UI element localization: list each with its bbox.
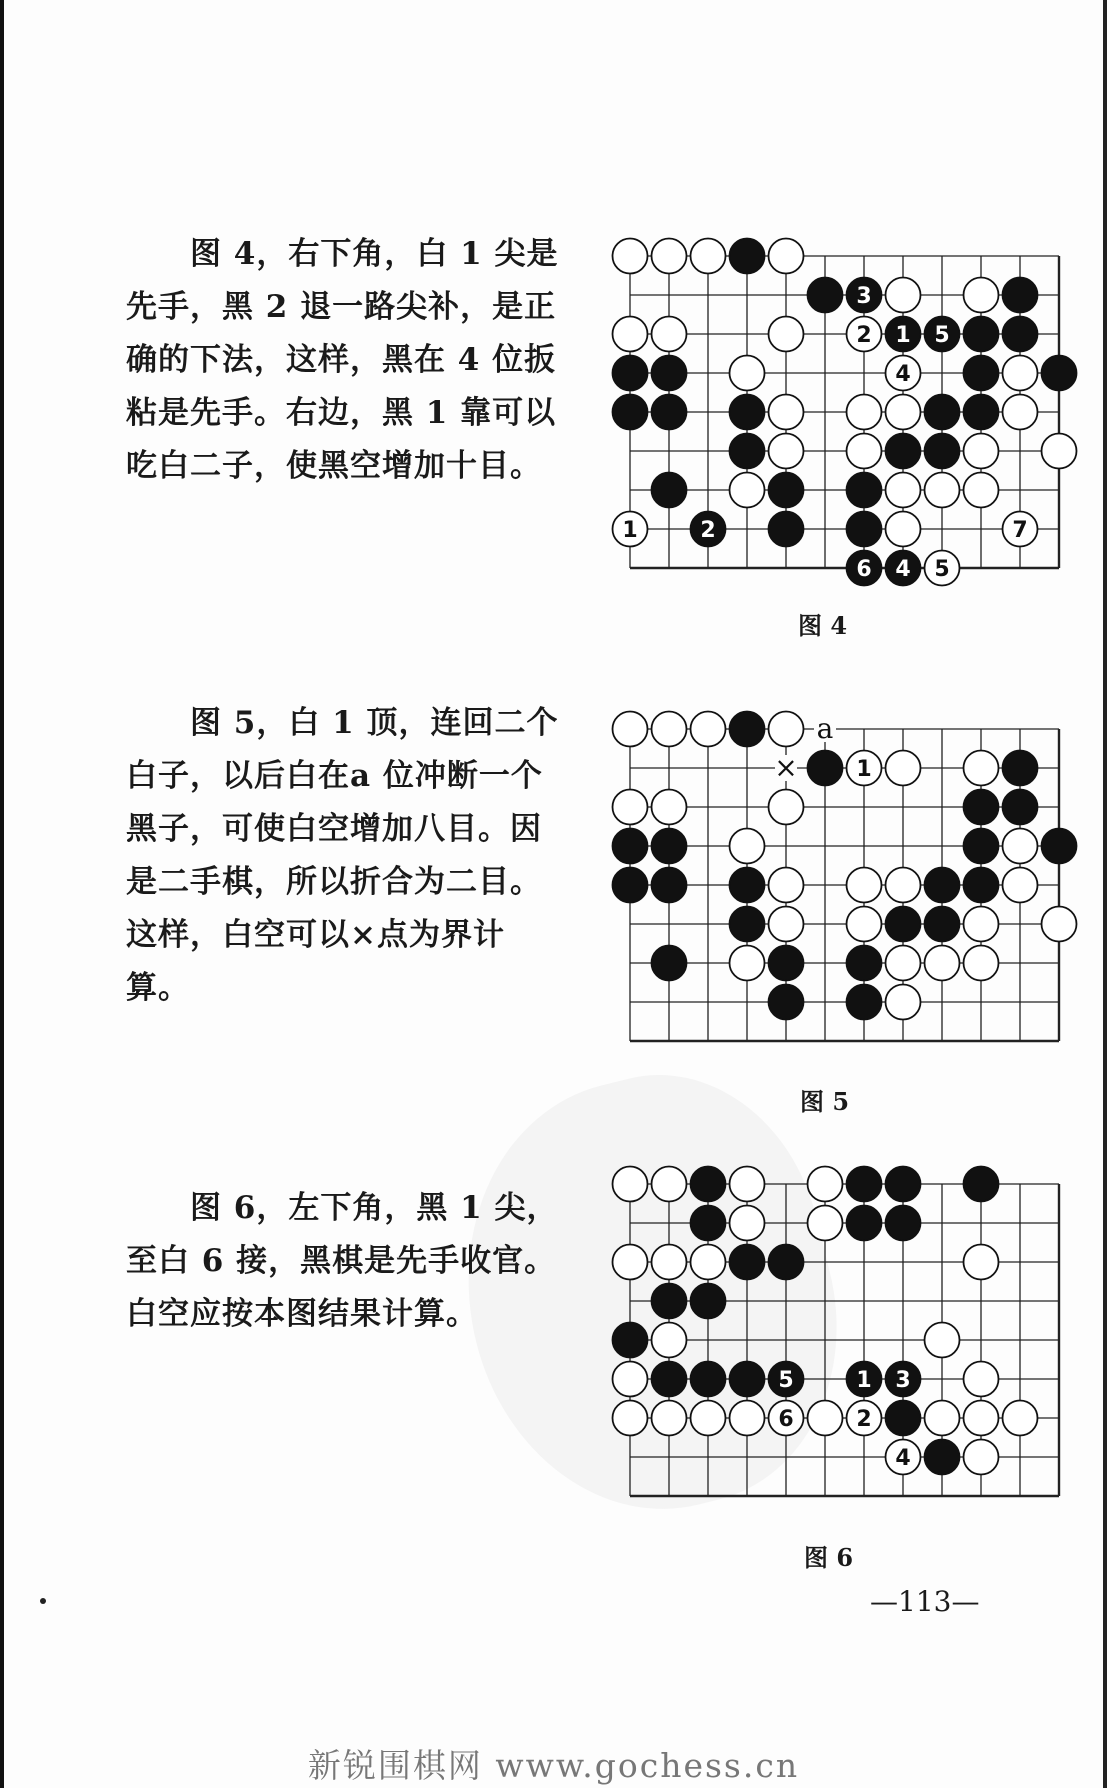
site-watermark: 新锐围棋网 www.gochess.cn: [307, 1746, 800, 1785]
white-stone: [1003, 868, 1038, 903]
stone-move-number: 1: [856, 757, 872, 782]
black-stone: [613, 356, 648, 391]
black-stone: [847, 1167, 882, 1202]
black-stone: [886, 317, 921, 352]
white-stone: [925, 551, 960, 586]
white-stone: [847, 907, 882, 942]
black-stone: [730, 395, 765, 430]
white-stone: [964, 751, 999, 786]
white-stone: [886, 868, 921, 903]
black-stone: [808, 278, 843, 313]
caption-fig6: 图 6: [804, 1543, 854, 1572]
white-stone: [652, 317, 687, 352]
go-diagram-fig5: [612, 705, 1072, 1041]
paragraph-fig5: 图 5，白 1 顶，连回二个白子，以后白在a 位冲断一个黑子，可使白空增加八目。因是二手棋，所以折合为二目。这样，白空可以×点为界计算。: [126, 705, 559, 1006]
white-stone: [964, 1401, 999, 1436]
white-stone: [964, 278, 999, 313]
black-stone: [652, 868, 687, 903]
black-stone: [1042, 829, 1077, 864]
white-stone: [613, 1245, 648, 1280]
white-stone: [691, 1245, 726, 1280]
white-stone: [886, 1440, 921, 1475]
black-stone: [925, 317, 960, 352]
white-stone: [652, 712, 687, 747]
black-stone: [769, 473, 804, 508]
stone-move-number: 2: [856, 1407, 872, 1432]
white-stone: [613, 1362, 648, 1397]
black-stone: [964, 395, 999, 430]
white-stone: [964, 473, 999, 508]
black-stone: [886, 434, 921, 469]
stone-move-number: 5: [778, 1368, 794, 1393]
black-stone: [847, 512, 882, 547]
go-diagram-fig6: [612, 1160, 1072, 1496]
white-stone: [652, 239, 687, 274]
white-stone: [964, 1440, 999, 1475]
white-stone: [769, 395, 804, 430]
white-stone: [886, 946, 921, 981]
white-stone: [886, 512, 921, 547]
white-stone: [964, 946, 999, 981]
black-stone: [769, 512, 804, 547]
black-stone: [769, 1362, 804, 1397]
caption-fig5: 图 5: [800, 1087, 850, 1116]
black-stone: [730, 712, 765, 747]
white-stone: [1042, 434, 1077, 469]
black-stone: [730, 1362, 765, 1397]
black-stone: [847, 473, 882, 508]
board-mark-label: ×: [774, 751, 798, 784]
black-stone: [964, 317, 999, 352]
white-stone: [730, 1401, 765, 1436]
paragraph-fig6: 图 6，左下角，黑 1 尖，至白 6 接，黑棋是先手收官。白空应按本图结果计算。: [126, 1190, 559, 1332]
white-stone: [847, 395, 882, 430]
white-stone: [730, 1206, 765, 1241]
white-stone: [808, 1206, 843, 1241]
black-stone: [652, 829, 687, 864]
white-stone: [1003, 395, 1038, 430]
white-stone: [886, 473, 921, 508]
white-stone: [613, 317, 648, 352]
black-stone: [730, 907, 765, 942]
black-stone: [964, 790, 999, 825]
black-stone: [613, 829, 648, 864]
stone-move-number: 3: [895, 1368, 911, 1393]
stone-move-number: 6: [778, 1407, 794, 1432]
black-stone: [691, 1284, 726, 1319]
white-stone: [886, 395, 921, 430]
white-stone: [925, 473, 960, 508]
black-stone: [652, 1284, 687, 1319]
black-stone: [847, 278, 882, 313]
black-stone: [964, 1167, 999, 1202]
black-stone: [652, 356, 687, 391]
white-stone: [652, 1245, 687, 1280]
black-stone: [847, 1206, 882, 1241]
white-stone: [964, 434, 999, 469]
black-stone: [691, 512, 726, 547]
stone-move-number: 4: [895, 362, 911, 387]
stone-move-number: 6: [856, 557, 872, 582]
black-stone: [613, 395, 648, 430]
white-stone: [925, 946, 960, 981]
stray-dot: [40, 1598, 46, 1604]
black-stone: [964, 356, 999, 391]
white-stone: [847, 317, 882, 352]
white-stone: [1003, 512, 1038, 547]
white-stone: [652, 1401, 687, 1436]
white-stone: [769, 1401, 804, 1436]
black-stone: [925, 395, 960, 430]
white-stone: [847, 751, 882, 786]
black-stone: [769, 1245, 804, 1280]
black-stone: [691, 1362, 726, 1397]
white-stone: [730, 1167, 765, 1202]
black-stone: [1003, 751, 1038, 786]
white-stone: [613, 1401, 648, 1436]
black-stone: [964, 829, 999, 864]
stone-move-number: 1: [622, 518, 638, 543]
black-stone: [847, 1362, 882, 1397]
white-stone: [808, 1401, 843, 1436]
stone-move-number: 4: [895, 1446, 911, 1471]
white-stone: [847, 434, 882, 469]
white-stone: [769, 790, 804, 825]
white-stone: [652, 1167, 687, 1202]
stone-move-number: 4: [895, 557, 911, 582]
white-stone: [769, 868, 804, 903]
black-stone: [652, 1362, 687, 1397]
white-stone: [886, 356, 921, 391]
stone-move-number: 5: [934, 557, 950, 582]
black-stone: [925, 868, 960, 903]
white-stone: [964, 1245, 999, 1280]
white-stone: [769, 317, 804, 352]
black-stone: [886, 1206, 921, 1241]
black-stone: [886, 1167, 921, 1202]
stone-move-number: 1: [856, 1368, 872, 1393]
white-stone: [613, 1167, 648, 1202]
black-stone: [886, 1362, 921, 1397]
white-stone: [847, 1401, 882, 1436]
white-stone: [1003, 1401, 1038, 1436]
white-stone: [964, 907, 999, 942]
page-number: —113—: [870, 1585, 980, 1618]
stone-move-number: 3: [856, 284, 872, 309]
paragraph-fig4: 图 4，右下角，白 1 尖是先手，黑 2 退一路尖补，是正确的下法，这样，黑在 4 位扳粘是先手。右边，黑 1 靠可以吃白二子，使黑空增加十目。: [126, 236, 559, 484]
white-stone: [925, 1401, 960, 1436]
black-stone: [769, 985, 804, 1020]
white-stone: [769, 907, 804, 942]
white-stone: [925, 1323, 960, 1358]
white-stone: [808, 1167, 843, 1202]
white-stone: [886, 751, 921, 786]
black-stone: [847, 985, 882, 1020]
white-stone: [1003, 356, 1038, 391]
white-stone: [886, 278, 921, 313]
go-diagram-fig4: [612, 232, 1072, 582]
black-stone: [691, 1167, 726, 1202]
caption-fig4: 图 4: [798, 611, 848, 640]
white-stone: [652, 790, 687, 825]
white-stone: [613, 239, 648, 274]
black-stone: [652, 946, 687, 981]
black-stone: [847, 551, 882, 586]
black-stone: [808, 751, 843, 786]
black-stone: [886, 551, 921, 586]
white-stone: [886, 985, 921, 1020]
white-stone: [652, 1323, 687, 1358]
black-stone: [886, 1401, 921, 1436]
white-stone: [964, 1362, 999, 1397]
white-stone: [730, 473, 765, 508]
white-stone: [613, 790, 648, 825]
black-stone: [613, 868, 648, 903]
stone-move-number: 5: [934, 323, 950, 348]
black-stone: [925, 434, 960, 469]
black-stone: [925, 1440, 960, 1475]
black-stone: [964, 868, 999, 903]
black-stone: [1003, 278, 1038, 313]
black-stone: [730, 239, 765, 274]
black-stone: [925, 907, 960, 942]
white-stone: [769, 239, 804, 274]
black-stone: [1003, 317, 1038, 352]
black-stone: [886, 907, 921, 942]
white-stone: [613, 512, 648, 547]
white-stone: [691, 1401, 726, 1436]
black-stone: [730, 434, 765, 469]
white-stone: [1003, 829, 1038, 864]
black-stone: [1042, 356, 1077, 391]
white-stone: [847, 868, 882, 903]
white-stone: [691, 712, 726, 747]
black-stone: [652, 395, 687, 430]
black-stone: [652, 473, 687, 508]
board-mark-label: a: [816, 712, 834, 745]
white-stone: [730, 946, 765, 981]
black-stone: [730, 1245, 765, 1280]
white-stone: [691, 239, 726, 274]
black-stone: [847, 946, 882, 981]
white-stone: [769, 712, 804, 747]
white-stone: [613, 712, 648, 747]
stone-move-number: 2: [856, 323, 872, 348]
black-stone: [613, 1323, 648, 1358]
black-stone: [730, 868, 765, 903]
white-stone: [1042, 907, 1077, 942]
white-stone: [769, 434, 804, 469]
white-stone: [730, 356, 765, 391]
stone-move-number: 7: [1012, 518, 1028, 543]
stone-move-number: 2: [700, 518, 716, 543]
black-stone: [769, 946, 804, 981]
white-stone: [730, 829, 765, 864]
stone-move-number: 1: [895, 323, 911, 348]
black-stone: [691, 1206, 726, 1241]
black-stone: [1003, 790, 1038, 825]
